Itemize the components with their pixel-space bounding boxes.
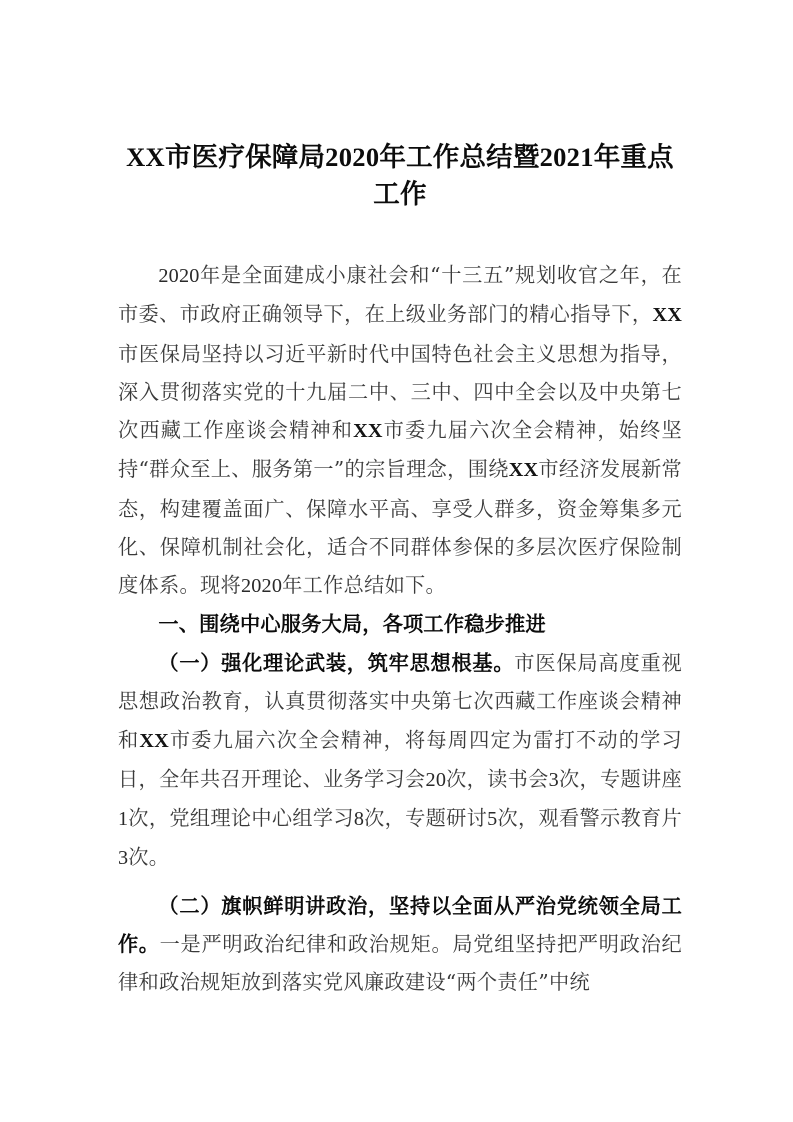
intro-year-end: 2020 xyxy=(240,575,283,598)
subsection-1-num-5: 5 xyxy=(487,808,498,831)
subsection-1-num-1: 20 xyxy=(425,768,447,791)
intro-text-c: 市委九届六次全会精神，始终坚持“群众至上、服务第一”的宗旨理念，围绕 xyxy=(118,418,682,482)
intro-text-a: 年是全面建成小康社会和“十三五”规划收官之年，在市委、市政府正确领导下，在上级业务部门的精心指导下， xyxy=(118,263,682,327)
intro-year-start: 2020 xyxy=(158,265,200,287)
subsection-1-text-e: 次，党组理论中心组学习 xyxy=(128,806,354,831)
subsection-1-text-a: 市医保局高度重视思想政治教育，认真贯彻落实中央第七次西藏工作座谈会精神和 xyxy=(118,650,683,752)
title-cn-1: 市医疗保障局 xyxy=(164,142,326,173)
subsection-1-num-4: 8 xyxy=(353,808,365,831)
paragraph-subsection-1 xyxy=(118,644,682,878)
subsection-1-text-h: 次。 xyxy=(128,845,170,870)
title-cn-2: 年工作总结暨 xyxy=(379,142,540,173)
paragraph-subsection-2 xyxy=(118,887,682,1002)
subsection-2-text-a: 一是严明政治纪律和政治规矩。局党组坚持把严明政治纪律和政治规矩放到落实党风廉政建设“两个责任”中统 xyxy=(118,932,682,995)
subsection-1-latin-1: XX xyxy=(139,729,169,752)
intro-text-d: 市经济发展新常态，构建覆盖面广、保障水平高、享受人群多，资金筹集多元化、保障机制社会化，适合不同群体参保的多层次医疗保险制度体系。现将 xyxy=(118,457,682,598)
subsection-2-heading: （二）旗帜鲜明讲政治，坚持以全面从严治党统领全局工作。 xyxy=(118,893,682,957)
title-year-2021: 2021 xyxy=(539,142,594,172)
section-heading-1: 一、围绕中心服务大局，各项工作稳步推进 xyxy=(158,613,546,636)
subsection-1-num-2: 3 xyxy=(548,768,559,791)
subsection-1-num-3: 1 xyxy=(118,808,129,831)
document-content xyxy=(118,0,682,1002)
page-title xyxy=(118,0,682,213)
subsection-1-num-6: 3 xyxy=(118,847,129,870)
title-cn-3: 年重点工作 xyxy=(373,142,674,210)
subsection-1-text-c: 次，读书会 xyxy=(446,766,549,791)
subsection-1-text-b: 市委九届六次全会精神，将每周四定为雷打不动的学习日，全年共召开理论、业务学习会 xyxy=(118,727,683,791)
intro-latin-2: XX xyxy=(353,420,383,443)
intro-latin-3: XX xyxy=(508,459,539,482)
subsection-1-text-f: 次，专题研讨 xyxy=(364,806,488,831)
title-latin-prefix: XX xyxy=(126,142,165,172)
subsection-1-text-g: 次，观看警示教育片 xyxy=(497,806,682,831)
paragraph-intro xyxy=(118,213,682,606)
title-year-2020: 2020 xyxy=(325,142,380,172)
subsection-1-text-d: 次，专题讲座 xyxy=(558,766,682,791)
intro-text-b: 市医保局坚持以习近平新时代中国特色社会主义思想为指导，深入贯彻落实党的十九届二中、三中、四中全会以及中央第七次西藏工作座谈会精神和 xyxy=(118,341,682,443)
intro-latin-1: XX xyxy=(652,304,682,327)
subsection-1-heading: （一）强化理论武装，筑牢思想根基。 xyxy=(158,650,515,675)
intro-text-e: 年工作总结如下。 xyxy=(282,573,447,598)
